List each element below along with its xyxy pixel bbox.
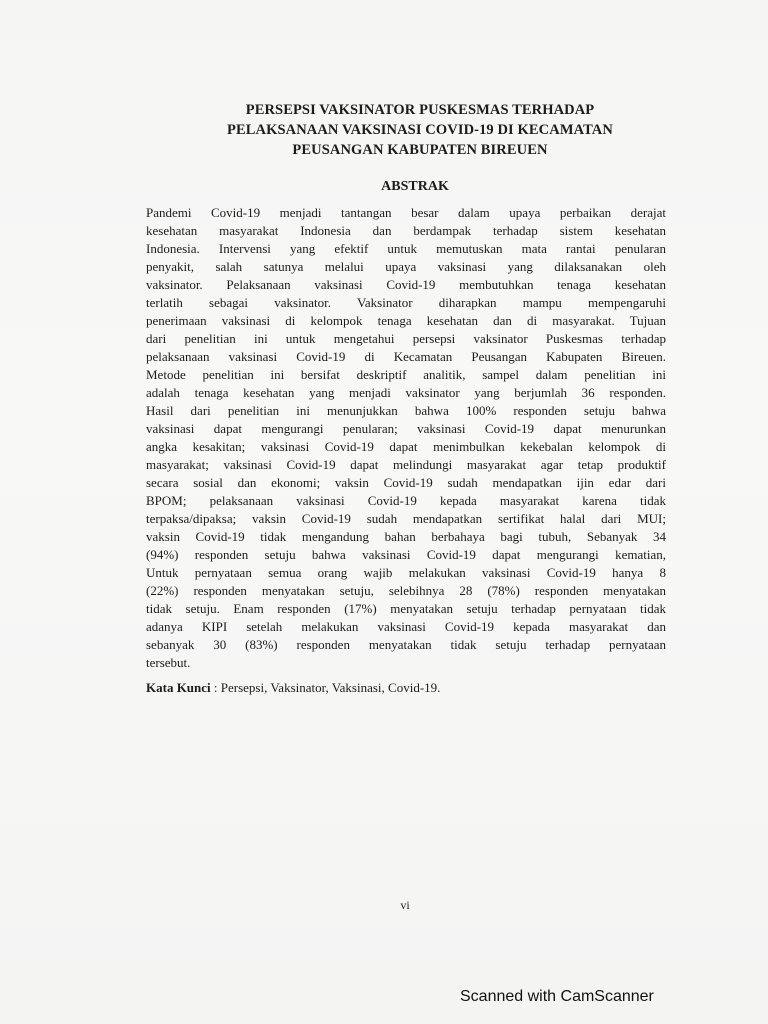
abstract-line: penyakit, salah satunya melalui upaya vaksinasi yang dilaksanakan oleh xyxy=(146,259,666,274)
abstract-line: secara sosial dan ekonomi; vaksin Covid-19 sudah mendapatkan ijin edar dari xyxy=(146,475,666,490)
keywords-label: Kata Kunci xyxy=(146,680,211,695)
abstract-line: vaksinator. Pelaksanaan vaksinasi Covid-19 membutuhkan tenaga kesehatan xyxy=(146,277,666,292)
title-line: PELAKSANAAN VAKSINASI COVID-19 DI KECAMATAN xyxy=(227,122,613,138)
abstract-heading: ABSTRAK xyxy=(381,179,449,194)
abstract-line: Metode penelitian ini bersifat deskriptif analitik, sampel dalam penelitian ini xyxy=(146,367,666,382)
title-line: PEUSANGAN KABUPATEN BIREUEN xyxy=(292,142,548,158)
abstract-line: sebanyak 30 (83%) responden menyatakan tidak setuju terhadap pernyataan xyxy=(146,637,666,652)
abstract-line: Untuk pernyataan semua orang wajib melakukan vaksinasi Covid-19 hanya 8 xyxy=(146,565,666,580)
abstract-body xyxy=(146,204,666,672)
abstract-line: kesehatan masyarakat Indonesia dan berdampak terhadap sistem kesehatan xyxy=(146,223,666,238)
abstract-line: tidak setuju. Enam responden (17%) menyatakan setuju terhadap pernyataan tidak xyxy=(146,601,666,616)
abstract-line: adalah tenaga kesehatan yang menjadi vaksinator yang berjumlah 36 responden. xyxy=(146,385,666,400)
abstract-line: angka kesakitan; vaksinasi Covid-19 dapat menimbulkan kekebalan kelompok di xyxy=(146,439,666,454)
abstract-line: adanya KIPI setelah melakukan vaksinasi Covid-19 kepada masyarakat dan xyxy=(146,619,666,634)
keywords xyxy=(146,679,666,697)
abstract-line: (94%) responden setuju bahwa vaksinasi Covid-19 dapat mengurangi kematian, xyxy=(146,547,666,562)
abstract-line: terpaksa/dipaksa; vaksin Covid-19 sudah mendapatkan sertifikat halal dari MUI; xyxy=(146,511,666,526)
abstract-line: pelaksanaan vaksinasi Covid-19 di Kecamatan Peusangan Kabupaten Bireuen. xyxy=(146,349,666,364)
abstract-line: vaksin Covid-19 tidak mengandung bahan berbahaya bagi tubuh, Sebanyak 34 xyxy=(146,529,666,544)
abstract-line: BPOM; pelaksanaan vaksinasi Covid-19 kepada masyarakat karena tidak xyxy=(146,493,666,508)
abstract-line: terlatih sebagai vaksinator. Vaksinator diharapkan mampu mempengaruhi xyxy=(146,295,666,310)
abstract-line: vaksinasi dapat mengurangi penularan; vaksinasi Covid-19 dapat menurunkan xyxy=(146,421,666,436)
keywords-text: : Persepsi, Vaksinator, Vaksinasi, Covid-19. xyxy=(210,680,441,695)
abstract-line: penerimaan vaksinasi di kelompok tenaga kesehatan dan di masyarakat. Tujuan xyxy=(146,313,666,328)
page-number: vi xyxy=(400,898,410,912)
abstract-line: dari penelitian ini untuk mengetahui persepsi vaksinator Puskesmas terhadap xyxy=(146,331,666,346)
abstract-line: Indonesia. Intervensi yang efektif untuk memutuskan mata rantai penularan xyxy=(146,241,666,256)
camscanner-watermark: Scanned with CamScanner xyxy=(460,988,654,1005)
abstract-line: tersebut. xyxy=(146,655,191,670)
abstract-line: masyarakat; vaksinasi Covid-19 dapat melindungi masyarakat agar tetap produktif xyxy=(146,457,666,472)
document-title xyxy=(170,100,670,160)
title-line: PERSEPSI VAKSINATOR PUSKESMAS TERHADAP xyxy=(245,102,595,118)
abstract-line: (22%) responden menyatakan setuju, selebihnya 28 (78%) responden menyatakan xyxy=(146,583,666,598)
abstract-line: Hasil dari penelitian ini menunjukkan bahwa 100% responden setuju bahwa xyxy=(146,403,666,418)
abstract-line: Pandemi Covid-19 menjadi tantangan besar dalam upaya perbaikan derajat xyxy=(146,205,666,220)
